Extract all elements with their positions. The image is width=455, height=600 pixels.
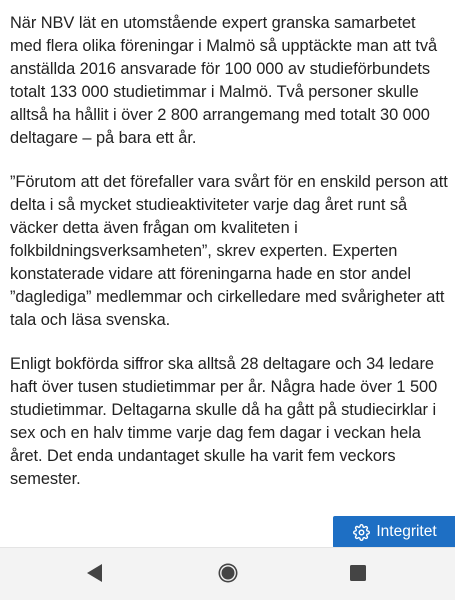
- privacy-button-label: Integritet: [376, 523, 437, 540]
- gear-icon: [353, 524, 370, 541]
- article-body: [10, 12, 450, 512]
- home-button[interactable]: [215, 560, 241, 586]
- home-circle-icon: [217, 562, 239, 584]
- back-triangle-icon: [86, 563, 104, 583]
- android-navigation-bar: [0, 547, 455, 600]
- article-paragraph-2: ”Förutom att det förefaller vara svårt för en enskild person att delta i så mycket studieaktiviteter varje dag året runt så väcker detta även frågan om kvaliteten i folkbildningsverksamheten”, skrev experten. Experten konstaterade vidare att föreningarna hade en stor andel ”daglediga” medlemmar och cirkelledare med svårigheter att tala och läsa svenska.: [10, 173, 448, 329]
- article-paragraph-1: När NBV lät en utomstående expert granska samarbetet med flera olika föreningar i Malmö så upptäckte man att två anställda 2016 ansvarade för 100 000 av studieförbundets totalt 133 000 studietimmar i Malmö. Två personer skulle alltså ha hållit i över 2 800 arrangemang med totalt 30 000 deltagare – på bara ett år.: [10, 14, 438, 147]
- article-paragraph-3: Enligt bokförda siffror ska alltså 28 deltagare och 34 ledare haft över tusen studietimmar per år. Några hade över 1 500 studietimmar. Deltagarna skulle då ha gått på studiecirklar i sex och en halv timme varje dag fem dagar i veckan hela året. Det enda undantaget skulle ha varit fem veckors semester.: [10, 355, 438, 488]
- recent-apps-square-icon: [349, 564, 367, 582]
- privacy-settings-button[interactable]: [333, 516, 455, 548]
- back-button[interactable]: [82, 560, 108, 586]
- recent-apps-button[interactable]: [345, 560, 371, 586]
